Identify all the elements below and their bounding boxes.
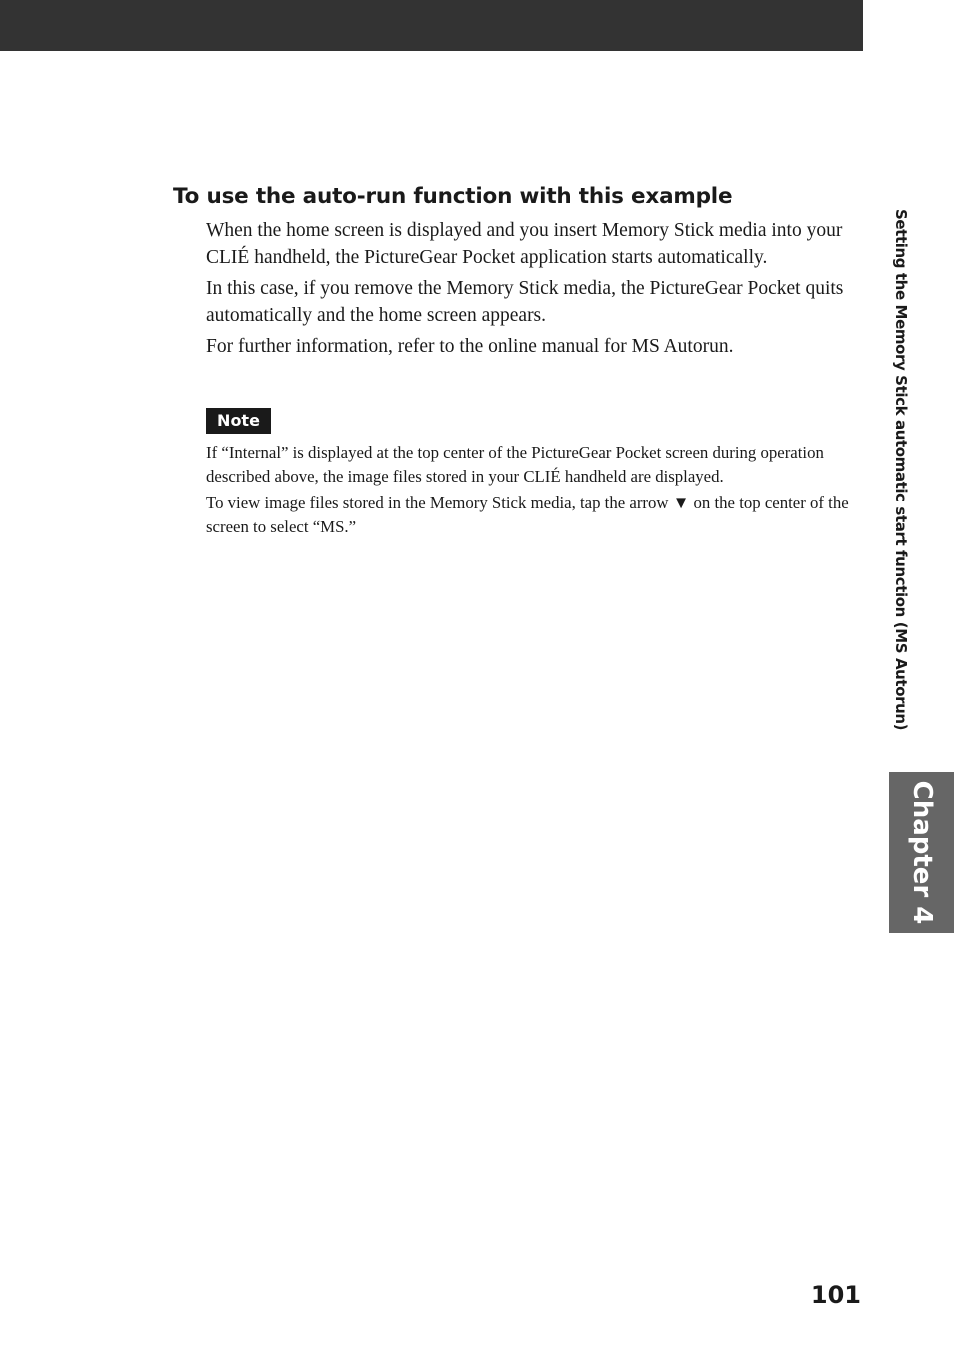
body-text [206, 217, 846, 364]
note-text [206, 441, 866, 541]
chapter-label: Chapter 4 [907, 780, 937, 925]
body-paragraph: For further information, refer to the online manual for MS Autorun. [206, 336, 734, 357]
section-heading: To use the auto-run function with this example [173, 184, 733, 209]
running-title [887, 209, 915, 771]
note-paragraph: If “Internal” is displayed at the top center of the PictureGear Pocket screen during operation described above, the image files stored in your CLIÉ handheld are displayed. [206, 443, 824, 486]
header-bar [0, 0, 863, 51]
page-number: 101 [810, 1281, 861, 1309]
body-paragraph: When the home screen is displayed and you insert Memory Stick media into your CLIÉ handheld, the PictureGear Pocket application starts automatically. [206, 220, 843, 268]
body-paragraph: In this case, if you remove the Memory Stick media, the PictureGear Pocket quits automatically and the home screen appears. [206, 278, 844, 326]
running-title-text: Setting the Memory Stick automatic start function (MS Autorun) [892, 209, 910, 731]
chapter-tab [889, 772, 954, 933]
note-badge: Note [206, 408, 271, 434]
note-paragraph: To view image files stored in the Memory Stick media, tap the arrow ▼ on the top center of the screen to select “MS.” [206, 493, 849, 536]
